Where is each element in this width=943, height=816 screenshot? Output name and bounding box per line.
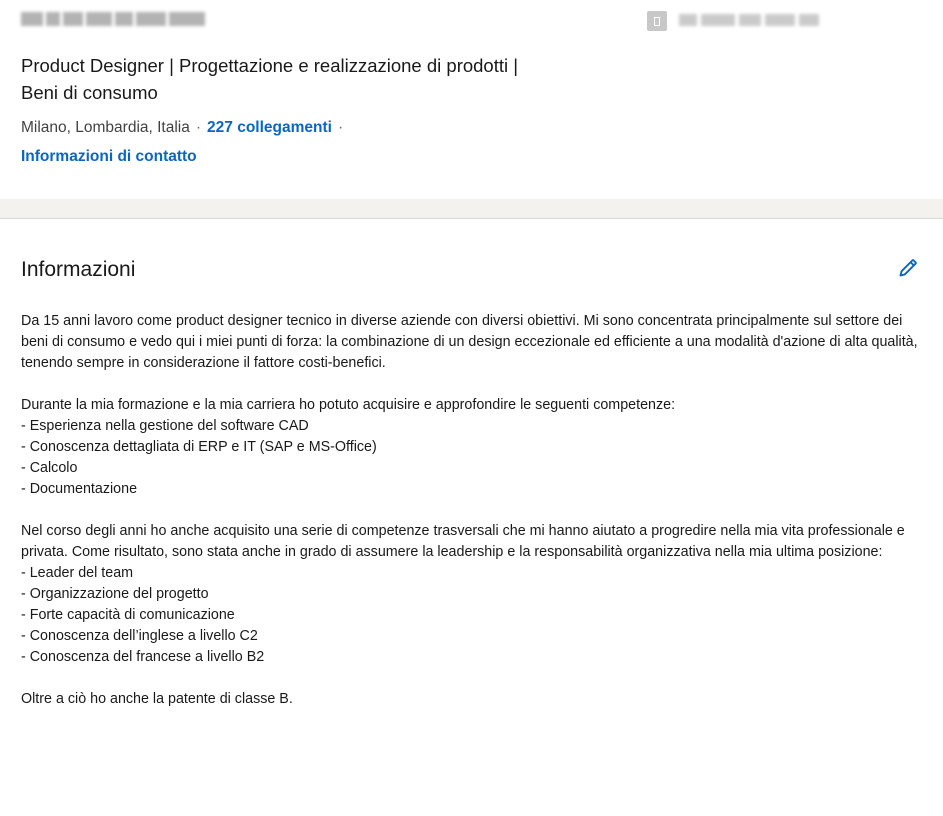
- skills-intro: Durante la mia formazione e la mia carriera ho potuto acquisire e approfondire le seguenti competenze:: [21, 397, 676, 413]
- about-paragraph-3: [21, 521, 931, 668]
- separator-dot-2: ·: [337, 119, 344, 136]
- connections-link[interactable]: 227 collegamenti: [207, 119, 332, 136]
- profile-name-redacted: [21, 12, 205, 26]
- soft-skill-item: - Forte capacità di comunicazione: [21, 607, 235, 623]
- about-paragraph-1: Da 15 anni lavoro come product designer tecnico in diverse aziende con diversi obiettivi. Mi sono concentrata principalmente sul settore dei beni di consumo e vedo qui i miei punti di forza: la combinazione di un design eccezionale ed efficiente a una modalità d'azione di alta qualità, tenendo sempre in considerazione il fattore costi-benefici.: [21, 313, 918, 371]
- contact-info-link[interactable]: Informazioni di contatto: [21, 148, 197, 165]
- company-name-redacted[interactable]: [679, 14, 819, 26]
- skill-item: - Conoscenza dettagliata di ERP e IT (SAP e MS-Office): [21, 439, 377, 455]
- about-paragraph-2: [21, 395, 931, 500]
- contact-info-wrapper: [21, 146, 197, 168]
- skill-item: - Esperienza nella gestione del software CAD: [21, 418, 309, 434]
- skill-item: - Calcolo: [21, 460, 78, 476]
- profile-headline: [21, 52, 641, 106]
- headline-line-2: Beni di consumo: [21, 82, 158, 103]
- soft-skill-item: - Organizzazione del progetto: [21, 586, 209, 602]
- about-text: [21, 311, 931, 731]
- edit-about-button[interactable]: [892, 252, 924, 284]
- profile-top-card: [0, 0, 943, 199]
- soft-skill-item: - Leader del team: [21, 565, 134, 581]
- headline-line-1: Product Designer | Progettazione e realizzazione di prodotti |: [21, 55, 519, 76]
- profile-meta-line: [21, 117, 349, 139]
- profile-location: Milano, Lombardia, Italia: [21, 119, 190, 136]
- soft-skill-item: - Conoscenza dell’inglese a livello C2: [21, 628, 258, 644]
- building-icon: [647, 11, 667, 31]
- separator-dot: ·: [195, 119, 202, 136]
- soft-skills-intro: Nel corso degli anni ho anche acquisito una serie di competenze trasversali che mi hanno aiutato a progredire nella mia vita professionale e privata. Come risultato, sono stata anche in grado di assumere la leadership e la responsabilità organizzativa nella mia ultima posizione:: [21, 523, 905, 560]
- section-divider: [0, 199, 943, 219]
- about-closing: Oltre a ciò ho anche la patente di classe B.: [21, 691, 293, 707]
- pencil-icon: [896, 256, 920, 280]
- soft-skill-item: - Conoscenza del francese a livello B2: [21, 649, 265, 665]
- about-section-title: Informazioni: [21, 258, 136, 281]
- skill-item: - Documentazione: [21, 481, 138, 497]
- about-section: [0, 219, 943, 816]
